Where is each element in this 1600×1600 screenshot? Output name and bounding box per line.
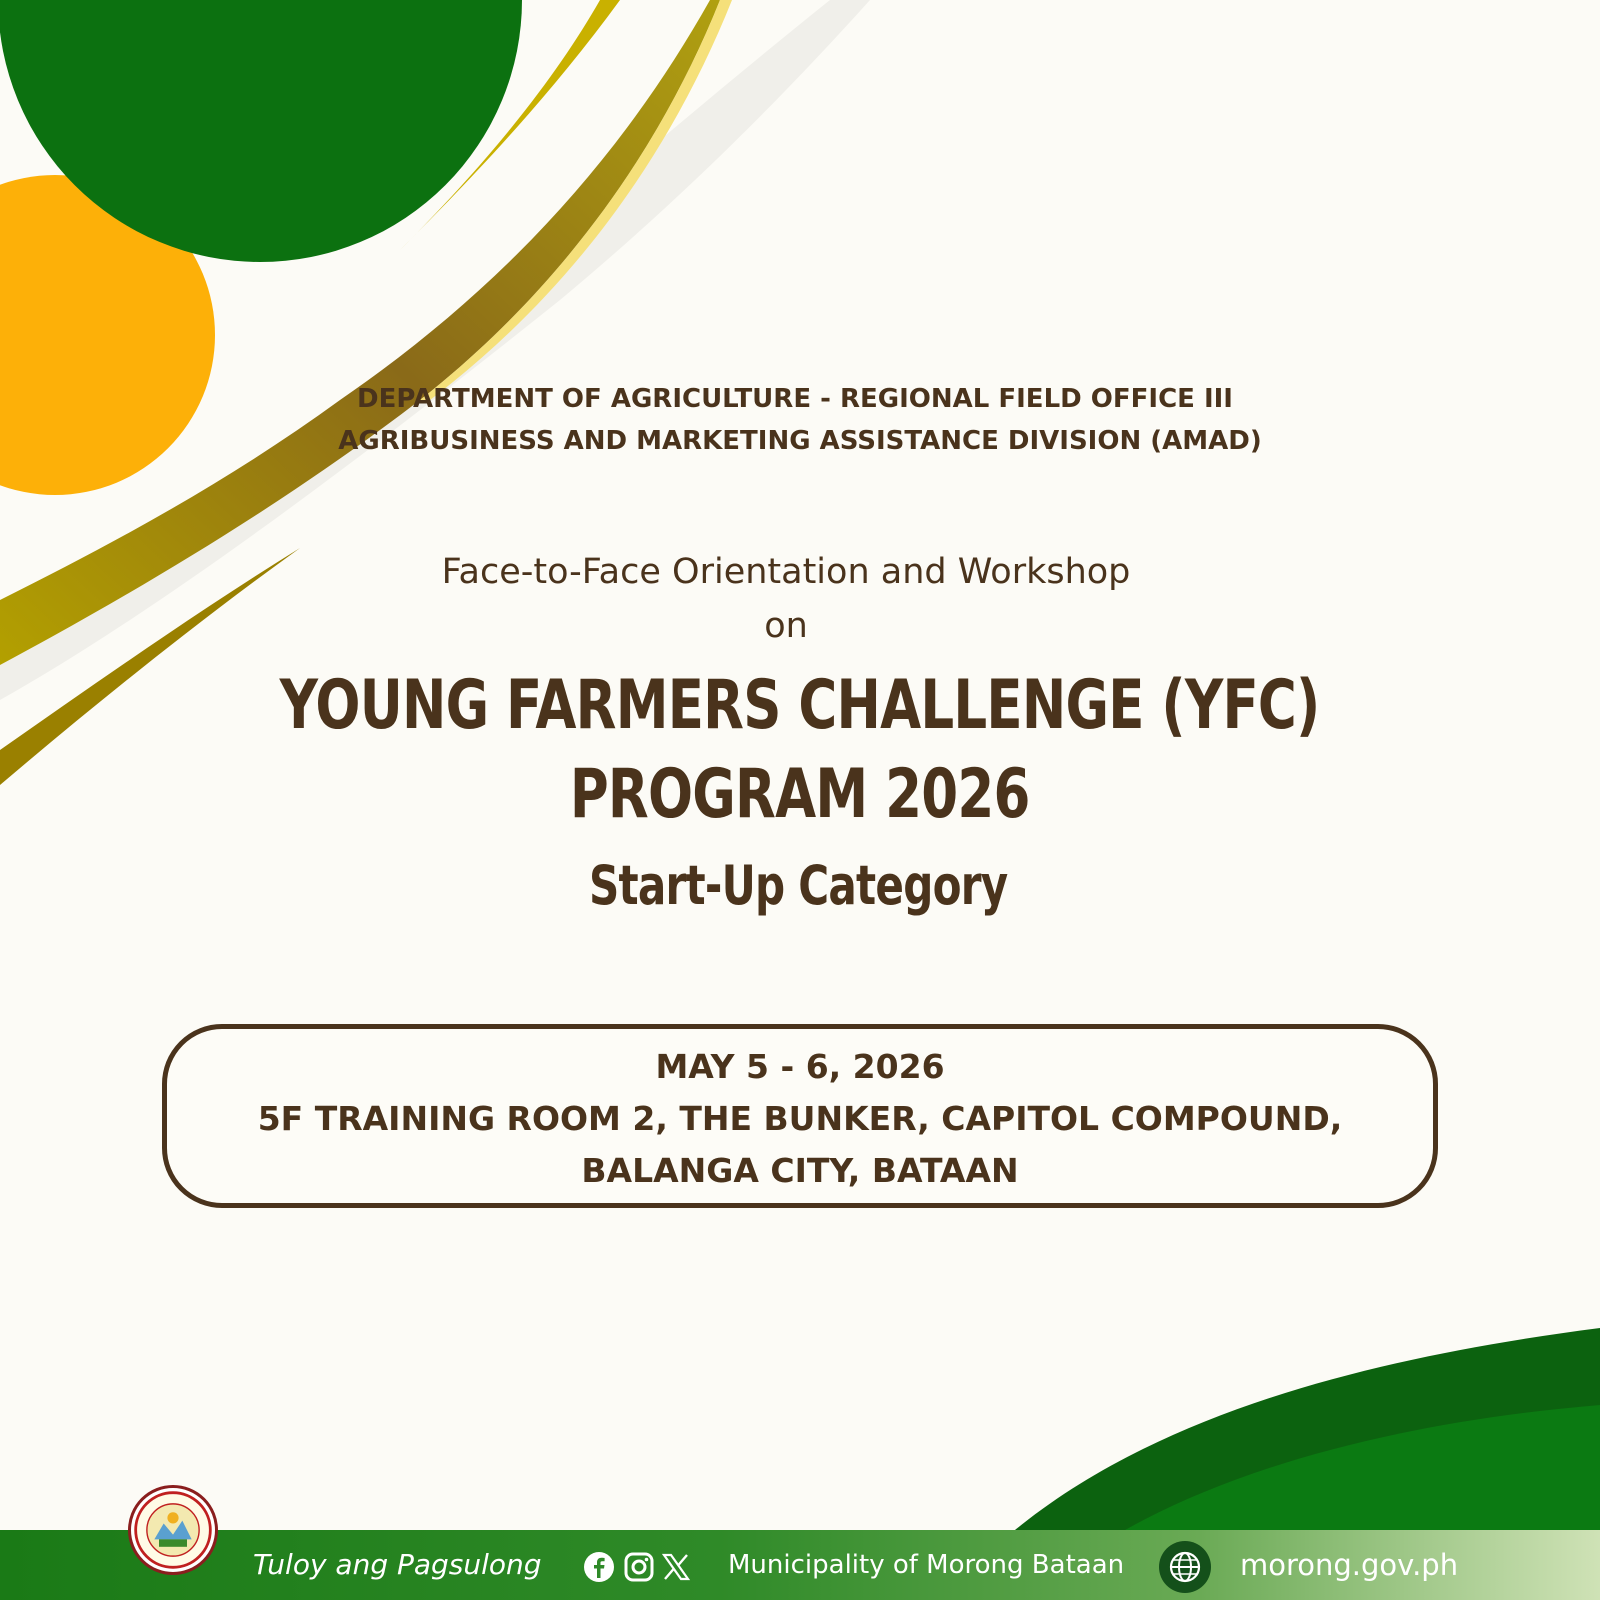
footer-tagline: Tuloy ang Pagsulong (253, 1548, 542, 1581)
event-title-line-2: PROGRAM 2026 (570, 755, 1030, 834)
footer-website-link[interactable]: morong.gov.ph (1240, 1548, 1459, 1582)
municipal-seal-icon (128, 1485, 218, 1575)
footer-municipality: Municipality of Morong Bataan (728, 1550, 1125, 1580)
instagram-icon[interactable] (623, 1551, 655, 1583)
event-category: Start-Up Category (588, 854, 1008, 917)
event-date: MAY 5 - 6, 2026 (655, 1047, 945, 1086)
event-subtitle: Face-to-Face Orientation and Workshop (441, 552, 1131, 592)
event-venue-line-2: BALANGA CITY, BATAAN (581, 1151, 1019, 1190)
event-venue-line-1: 5F TRAINING ROOM 2, THE BUNKER, CAPITOL COMPOUND, (257, 1099, 1343, 1138)
department-line-1: DEPARTMENT OF AGRICULTURE - REGIONAL FIELD OFFICE III (357, 384, 1233, 414)
event-subtitle-connector: on (764, 606, 808, 646)
facebook-icon[interactable] (583, 1551, 615, 1583)
x-icon[interactable] (660, 1551, 692, 1583)
event-title-line-1: YOUNG FARMERS CHALLENGE (YFC) (280, 666, 1320, 745)
department-line-2: AGRIBUSINESS AND MARKETING ASSISTANCE DIVISION (AMAD) (338, 426, 1262, 456)
globe-icon[interactable] (1158, 1540, 1212, 1594)
event-details-box (162, 1024, 1438, 1208)
